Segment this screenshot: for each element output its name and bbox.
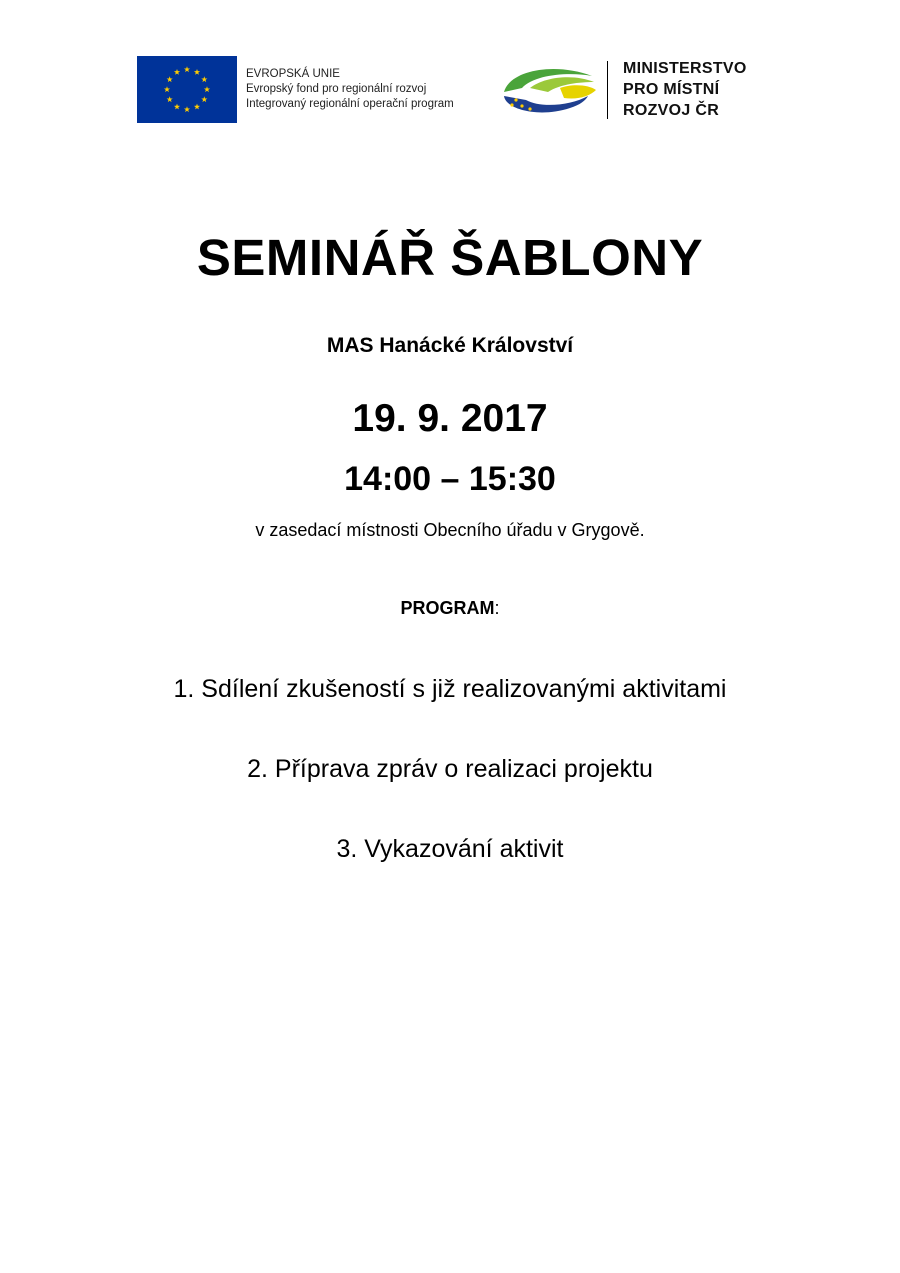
program-item-3: 3. Vykazování aktivit [336, 835, 564, 863]
eu-line-3: Integrovaný regionální operační program [246, 98, 454, 110]
logo-header [0, 0, 900, 140]
page-title: SEMINÁŘ ŠABLONY [196, 229, 704, 286]
ministry-logo [500, 62, 597, 117]
ministry-name [623, 58, 747, 121]
eu-line-1: EVROPSKÁ UNIE [246, 68, 340, 80]
program-label-colon: : [494, 598, 500, 618]
program-label: PROGRAM [400, 598, 495, 618]
ministry-line-3: ROZVOJ ČR [623, 102, 720, 119]
eu-program-text [246, 67, 454, 112]
program-list [0, 672, 900, 912]
event-venue: v zasedací místnosti Obecního úřadu v Grygově. [255, 520, 645, 540]
logo-divider [607, 61, 608, 119]
event-date: 19. 9. 2017 [352, 397, 548, 440]
organizer-name: MAS Hanácké Království [326, 334, 574, 357]
program-item-1: 1. Sdílení zkušeností s již realizovanými aktivitami [173, 675, 727, 703]
ministry-line-1: MINISTERSTVO [623, 60, 747, 77]
program-item-2: 2. Příprava zpráv o realizaci projektu [247, 755, 653, 783]
eu-flag-logo [137, 56, 237, 123]
event-time: 14:00 – 15:30 [344, 460, 556, 498]
eu-line-2: Evropský fond pro regionální rozvoj [246, 83, 427, 95]
program-heading [0, 598, 900, 619]
ministry-line-2: PRO MÍSTNÍ [623, 81, 720, 98]
